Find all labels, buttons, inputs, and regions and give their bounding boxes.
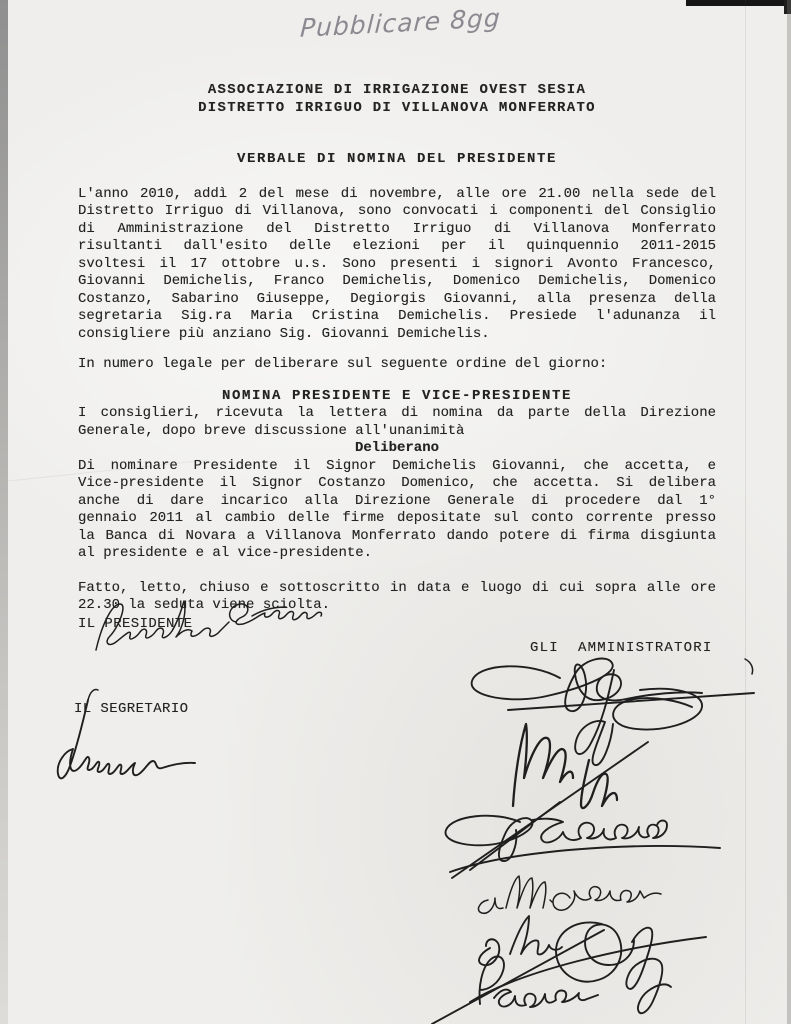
scan-edge-top bbox=[686, 0, 791, 6]
administrator-signature-5 bbox=[470, 916, 706, 1013]
text-line: svoltesi il 17 ottobre u.s. Sono presenti i signori Avonto Francesco, bbox=[78, 255, 716, 272]
text-line: 22.30 la seduta viene sciolta. bbox=[78, 597, 331, 613]
document-title: VERBALE DI NOMINA DEL PRESIDENTE bbox=[236, 151, 558, 167]
paragraph-opening bbox=[78, 186, 716, 344]
organization-header bbox=[78, 82, 716, 117]
text-line: L'anno 2010, addì 2 del mese di novembre, alle ore 21.00 nella sede del bbox=[78, 185, 716, 202]
organization-name: ASSOCIAZIONE DI IRRIGAZIONE OVEST SESIA bbox=[207, 82, 587, 98]
paragraph-closing bbox=[78, 580, 716, 615]
paragraph-premise bbox=[78, 405, 716, 440]
deliberano-heading: Deliberano bbox=[354, 440, 439, 456]
administrator-signature-3 bbox=[446, 802, 720, 872]
scan-edge-right bbox=[787, 0, 791, 1024]
administrators-label: GLI AMMINISTRATORI bbox=[530, 640, 713, 656]
administrator-signature-4 bbox=[478, 876, 661, 913]
district-name: DISTRETTO IRRIGUO DI VILLANOVA MONFERRATO bbox=[198, 99, 596, 116]
text-line: risultanti dall'esito delle elezioni per il quinquennio 2011-2015 bbox=[78, 238, 716, 254]
text-line: Vice-presidente il Signor Costanzo Domenico, che accetta. Si delibera bbox=[78, 475, 716, 491]
text-line: Fatto, letto, chiuso e sottoscritto in data e luogo di cui sopra alle ore bbox=[78, 579, 716, 596]
paragraph-quorum: In numero legale per deliberare sul seguente ordine del giorno: bbox=[78, 356, 608, 372]
paragraph-resolution bbox=[78, 458, 716, 563]
text-line: la Banca di Novara a Villanova Monferrato dando potere di firma disgiunta bbox=[78, 527, 716, 544]
text-line: Di nominare Presidente il Signor Demichelis Giovanni, che accetta, e bbox=[78, 457, 716, 474]
scan-edge-left bbox=[0, 0, 8, 1024]
document-body bbox=[78, 82, 716, 633]
administrator-signature-2 bbox=[452, 724, 648, 878]
text-line: I consiglieri, ricevuta la lettera di nomina da parte della Direzione bbox=[78, 405, 716, 421]
paper-fold-line bbox=[745, 0, 746, 1024]
text-line: Giovanni Demichelis, Franco Demichelis, Domenico Demichelis, Domenico bbox=[78, 273, 716, 289]
secretary-label: IL SEGRETARIO bbox=[74, 701, 189, 717]
text-line: al presidente e al vice-presidente. bbox=[78, 545, 373, 561]
text-line: anche di dare incarico alla Direzione Generale di procedere dal 1° bbox=[78, 492, 716, 509]
text-line: Generale, dopo breve discussione all'unanimità bbox=[78, 422, 465, 439]
agenda-heading: NOMINA PRESIDENTE E VICE-PRESIDENTE bbox=[221, 387, 573, 404]
administrator-signature-6 bbox=[432, 930, 604, 1024]
text-line: Costanzo, Sabarino Giuseppe, Degiorgis Giovanni, alla presenza della bbox=[78, 290, 716, 307]
text-line: segretaria Sig.ra Maria Cristina Demichelis. Presiede l'adunanza il bbox=[78, 308, 716, 324]
text-line: gennaio 2011 al cambio delle firme depositate sul conto corrente presso bbox=[78, 510, 716, 526]
text-line: di Amministrazione del Distretto Irriguo di Villanova Monferrato bbox=[78, 220, 716, 237]
text-line: Distretto Irriguo di Villanova, sono convocati i componenti del Consiglio bbox=[78, 203, 716, 219]
president-label: IL PRESIDENTE bbox=[78, 615, 193, 632]
text-line: consigliere più anziano Sig. Giovanni Demichelis. bbox=[78, 325, 490, 342]
administrator-signature-1 bbox=[472, 659, 754, 766]
handwritten-note: Pubblicare 8gg bbox=[299, 3, 502, 43]
